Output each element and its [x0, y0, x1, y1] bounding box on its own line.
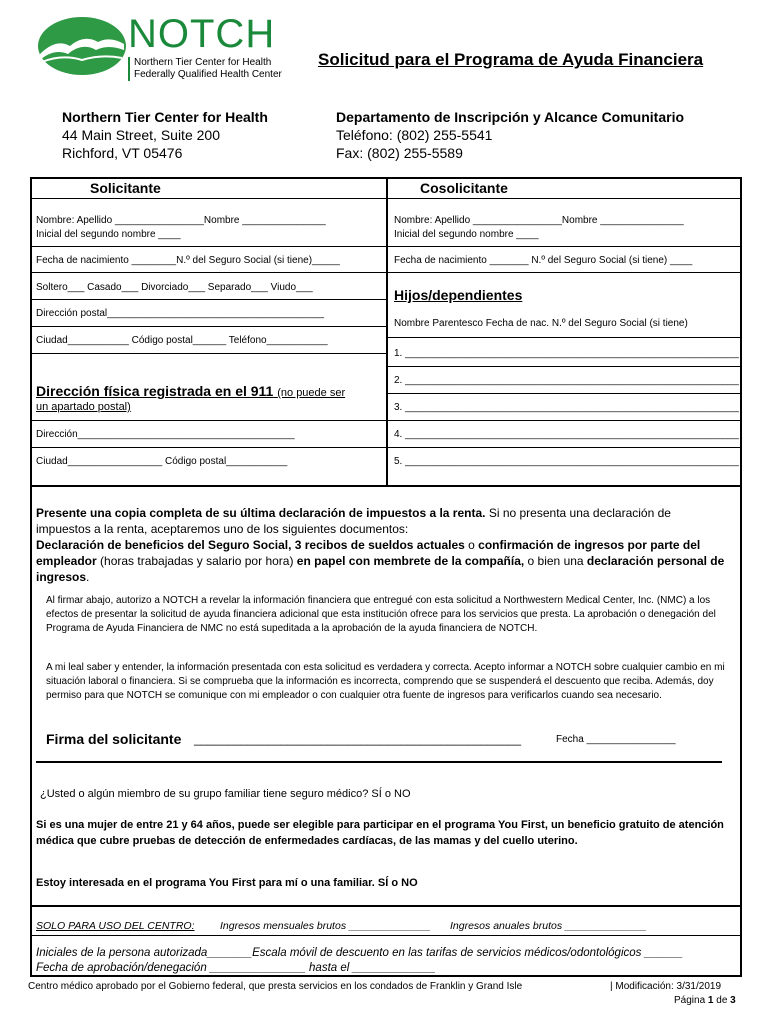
applicant-name-field[interactable]: Nombre: Apellido ________________Nombre _______________ — [36, 215, 326, 226]
coapplicant-header: Cosolicitante — [420, 180, 508, 196]
documents-text: . — [86, 570, 90, 584]
row-rule — [30, 326, 386, 327]
header-rule — [30, 198, 742, 199]
dept-contact — [336, 108, 684, 162]
physical-address-note: (no puede ser — [277, 387, 346, 399]
org-address — [62, 108, 268, 162]
coapplicant-name-field[interactable]: Nombre: Apellido ________________Nombre _______________ — [394, 215, 684, 226]
page-number-total: 3 — [730, 995, 736, 1006]
documents-text: (horas trabajadas y salario por hora) — [96, 554, 297, 568]
column-divider — [386, 177, 388, 487]
page-number-prefix: Página — [674, 995, 708, 1006]
documents-text: o — [464, 538, 479, 552]
row-rule — [30, 353, 386, 354]
physical-address-title: Dirección física registrada en el 911 — [36, 383, 274, 399]
page-title: Solicitud para el Programa de Ayuda Financiera — [318, 50, 704, 69]
dependents-heading: Hijos/dependientes — [394, 287, 523, 303]
org-city: Richford, VT 05476 — [62, 145, 183, 161]
footer-note: Centro médico aprobado por el Gobierno federal, que presta servicios en los condados de Franklin y Grand Isle — [28, 981, 523, 992]
mountain-logo-icon — [36, 14, 126, 76]
annual-income-field[interactable]: Ingresos anuales brutos ______________ — [450, 920, 647, 932]
signature-date-field[interactable]: Fecha ________________ — [556, 734, 676, 745]
documents-text: o bien una — [524, 554, 587, 568]
physical-address-field[interactable]: Dirección_______________________________________ — [36, 429, 295, 440]
dept-phone: Teléfono: (802) 255-5541 — [336, 127, 493, 143]
dependent-row[interactable]: 2. ____________________________________________________________ — [394, 375, 739, 386]
documents-text: Si no presenta una declaración de impuestos a la renta, aceptaremos uno de los siguientes documentos: — [36, 506, 671, 536]
page-number-current: 1 — [707, 995, 714, 1006]
row-rule — [388, 393, 742, 394]
dependent-row[interactable]: 5. ____________________________________________________________ — [394, 456, 739, 467]
signature-line[interactable]: _________________________________________________ — [194, 732, 522, 746]
page-number — [674, 995, 736, 1006]
authorized-initials-field[interactable]: Iniciales de la persona autorizada_______Escala móvil de descuento en las tarifas de servicios médicos/odontológicos ______ — [36, 947, 683, 959]
logo-subtitle — [134, 57, 282, 81]
monthly-income-field[interactable]: Ingresos mensuales brutos ______________ — [220, 920, 431, 932]
dependents-columns: Nombre Parentesco Fecha de nac. N.º del Seguro Social (si tiene) — [394, 318, 688, 329]
logo-subtitle-line2: Federally Qualified Health Center — [134, 69, 282, 80]
office-rule — [30, 935, 742, 936]
row-rule — [388, 420, 742, 421]
row-rule — [388, 366, 742, 367]
row-rule — [30, 272, 386, 273]
office-use-label: SOLO PARA USO DEL CENTRO: — [36, 920, 195, 932]
row-rule — [30, 447, 386, 448]
applicant-dob-ssn-field[interactable]: Fecha de nacimiento ________N.º del Seguro Social (si tiene)_____ — [36, 255, 340, 266]
org-name: Northern Tier Center for Health — [62, 109, 268, 125]
coapplicant-middle-initial-field[interactable]: Inicial del segundo nombre ____ — [394, 229, 539, 240]
dept-fax: Fax: (802) 255-5589 — [336, 145, 463, 161]
insurance-question: ¿Usted o algún miembro de su grupo familiar tiene seguro médico? SÍ o NO — [40, 788, 411, 800]
logo-subtitle-line1: Northern Tier Center for Health — [134, 57, 272, 68]
coapplicant-dob-ssn-field[interactable]: Fecha de nacimiento _______ N.º del Seguro Social (si tiene) ____ — [394, 255, 693, 266]
dept-name: Departamento de Inscripción y Alcance Comunitario — [336, 109, 685, 125]
row-rule — [388, 272, 742, 273]
applicant-middle-initial-field[interactable]: Inicial del segundo nombre ____ — [36, 229, 181, 240]
office-section-rule — [30, 905, 742, 907]
row-rule — [30, 246, 386, 247]
row-rule — [30, 299, 386, 300]
signature-label: Firma del solicitante — [46, 731, 182, 747]
documents-text-bold: Presente una copia completa de su última declaración de impuestos a la renta. — [36, 506, 486, 520]
row-rule — [30, 420, 386, 421]
logo-wordmark: NOTCH — [128, 12, 276, 56]
logo-divider — [128, 57, 130, 81]
documents-text-bold: declaración personal de ingresos — [36, 554, 725, 584]
dependent-row[interactable]: 1. ____________________________________________________________ — [394, 348, 739, 359]
org-street: 44 Main Street, Suite 200 — [62, 127, 220, 143]
dependent-row[interactable]: 4. ____________________________________________________________ — [394, 429, 739, 440]
row-rule — [388, 447, 742, 448]
dependent-row[interactable]: 3. ____________________________________________________________ — [394, 402, 739, 413]
authorization-paragraph: Al firmar abajo, autorizo a NOTCH a revelar la información financiera que entregué con esta solicitud a Northwestern Medical Center, Inc. (NMC) a los efectos de presentar la solicitud de ayuda financiera adicional que esta institución ofrece para los servicios que presta. La aprobación o denegación del Programa de Ayuda Financiera de NMC no está supeditada a la aprobación de la ayuda financiera de NOTCH. — [46, 595, 716, 634]
approval-date-field[interactable]: Fecha de aprobación/denegación _______________ hasta el _____________ — [36, 962, 436, 974]
applicant-marital-status-field[interactable]: Soltero___ Casado___ Divorciado___ Separado___ Viudo___ — [36, 282, 313, 293]
documents-text-bold: Declaración de beneficios del Seguro Social, 3 recibos de sueldos actuales — [36, 538, 465, 552]
applicant-city-zip-phone-field[interactable]: Ciudad___________ Código postal______ Teléfono___________ — [36, 335, 328, 346]
page-number-mid: de — [713, 995, 731, 1006]
certification-paragraph: A mi leal saber y entender, la información presentada con esta solicitud es verdadera y correcta. Acepto informar a NOTCH sobre cualquier cambio en mi situación laboral o financiera. Si se comprueba que la información es incorrecta, comprendo que se suspenderá el descuento que reciba. Además, doy permiso para que NOTCH se comunique con mi empleador o con cualquier otra fuente de ingresos para verificarlos cuando sea necesario. — [46, 662, 725, 701]
you-first-paragraph: Si es una mujer de entre 21 y 64 años, puede ser elegible para participar en el programa You First, un beneficio gratuito de atención médica que cubre pruebas de detección de enfermedades cardíacas, de las mamas y del cuello uterino. — [36, 819, 724, 847]
physical-city-zip-field[interactable]: Ciudad_________________ Código postal___________ — [36, 456, 288, 467]
row-rule — [388, 337, 742, 338]
applicant-header: Solicitante — [90, 180, 161, 196]
documents-paragraph — [36, 505, 726, 585]
physical-address-heading — [36, 384, 381, 401]
row-rule — [388, 246, 742, 247]
signature-rule — [36, 761, 722, 763]
documents-text-bold: en papel con membrete de la compañía, — [296, 554, 525, 568]
you-first-interest: Estoy interesada en el programa You First para mí o una familiar. SÍ o NO — [36, 877, 418, 889]
applicant-mailing-address-field[interactable]: Dirección postal_______________________________________ — [36, 308, 325, 319]
documents-text-bold: confirmación de ingresos por parte del empleador — [36, 538, 701, 568]
footer-revision: | Modificación: 3/31/2019 — [610, 981, 722, 992]
physical-address-note-2: un apartado postal) — [36, 401, 131, 413]
